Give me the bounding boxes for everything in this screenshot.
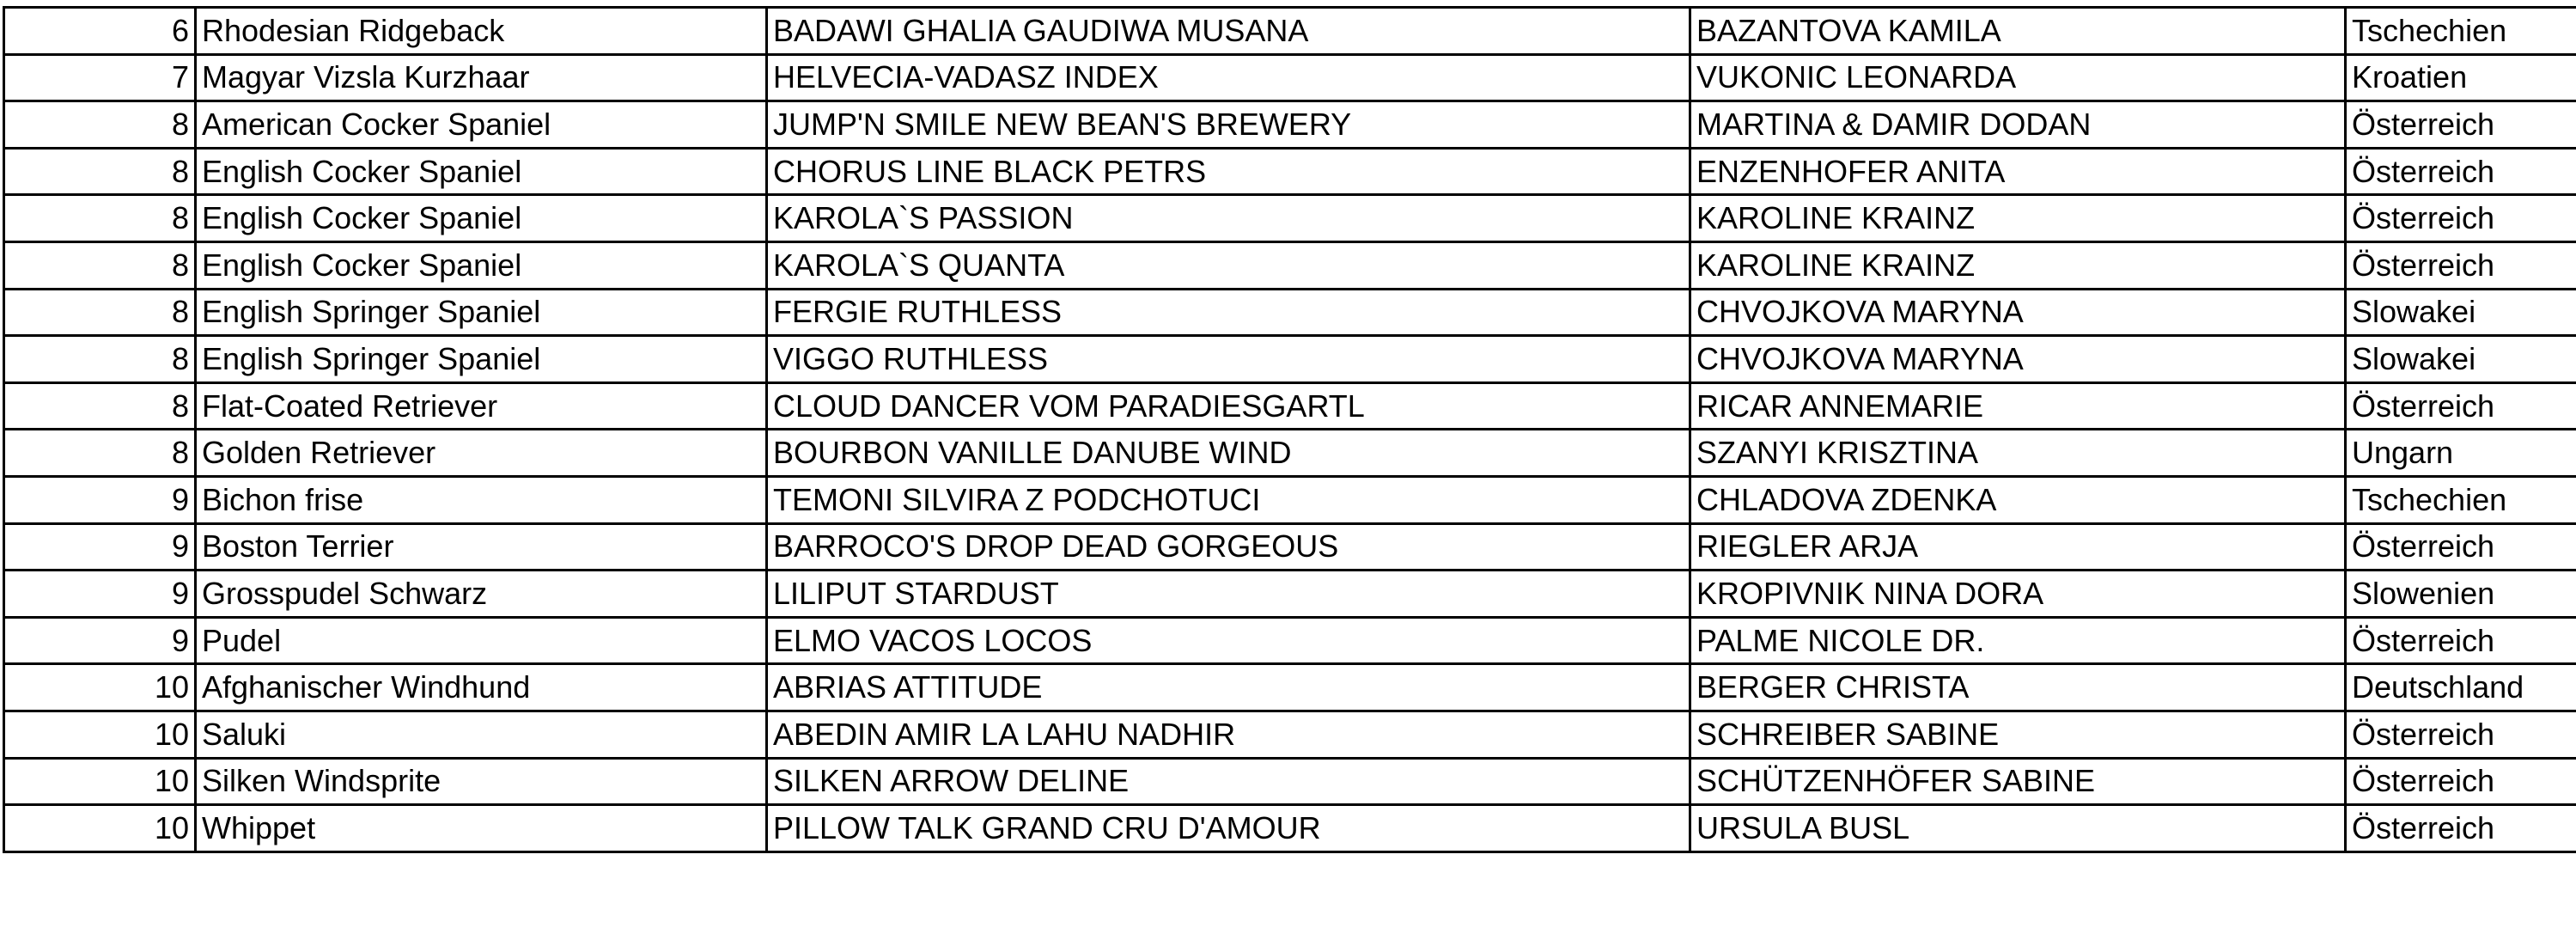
owner-cell[interactable]: BERGER CHRISTA <box>1690 664 2346 711</box>
owner-cell[interactable]: ENZENHOFER ANITA <box>1690 148 2346 195</box>
group-cell[interactable]: 7 <box>4 54 196 101</box>
breed-cell[interactable]: Silken Windsprite <box>196 758 767 805</box>
group-cell[interactable]: 10 <box>4 711 196 758</box>
table-row <box>4 617 2576 664</box>
group-cell[interactable]: 6 <box>4 8 196 55</box>
dog-name-cell[interactable]: BADAWI GHALIA GAUDIWA MUSANA <box>767 8 1690 55</box>
owner-cell[interactable]: CHVOJKOVA MARYNA <box>1690 289 2346 336</box>
table-row <box>4 430 2576 477</box>
dog-name-cell[interactable]: VIGGO RUTHLESS <box>767 336 1690 383</box>
breed-cell[interactable]: Boston Terrier <box>196 523 767 571</box>
group-cell[interactable]: 8 <box>4 382 196 430</box>
dog-name-cell[interactable]: KAROLA`S PASSION <box>767 195 1690 242</box>
group-cell[interactable]: 9 <box>4 571 196 618</box>
owner-cell[interactable]: SZANYI KRISZTINA <box>1690 430 2346 477</box>
group-cell[interactable]: 8 <box>4 148 196 195</box>
group-cell[interactable]: 10 <box>4 805 196 852</box>
breed-cell[interactable]: Rhodesian Ridgeback <box>196 8 767 55</box>
breed-cell[interactable]: Grosspudel Schwarz <box>196 571 767 618</box>
country-cell[interactable]: Österreich <box>2346 148 2576 195</box>
group-cell[interactable]: 8 <box>4 101 196 149</box>
table-row <box>4 664 2576 711</box>
country-cell[interactable]: Tschechien <box>2346 476 2576 523</box>
dog-name-cell[interactable]: ABEDIN AMIR LA LAHU NADHIR <box>767 711 1690 758</box>
breed-cell[interactable]: American Cocker Spaniel <box>196 101 767 149</box>
dog-name-cell[interactable]: JUMP'N SMILE NEW BEAN'S BREWERY <box>767 101 1690 149</box>
dog-name-cell[interactable]: LILIPUT STARDUST <box>767 571 1690 618</box>
breed-cell[interactable]: Pudel <box>196 617 767 664</box>
owner-cell[interactable]: PALME NICOLE DR. <box>1690 617 2346 664</box>
country-cell[interactable]: Österreich <box>2346 523 2576 571</box>
table-row <box>4 476 2576 523</box>
table-row <box>4 289 2576 336</box>
country-cell[interactable]: Deutschland <box>2346 664 2576 711</box>
table-row <box>4 382 2576 430</box>
country-cell[interactable]: Österreich <box>2346 758 2576 805</box>
country-cell[interactable]: Slowakei <box>2346 336 2576 383</box>
owner-cell[interactable]: CHVOJKOVA MARYNA <box>1690 336 2346 383</box>
owner-cell[interactable]: CHLADOVA ZDENKA <box>1690 476 2346 523</box>
country-cell[interactable]: Österreich <box>2346 382 2576 430</box>
results-table <box>3 6 2576 853</box>
group-cell[interactable]: 9 <box>4 617 196 664</box>
country-cell[interactable]: Slowenien <box>2346 571 2576 618</box>
dog-name-cell[interactable]: BOURBON VANILLE DANUBE WIND <box>767 430 1690 477</box>
dog-name-cell[interactable]: CHORUS LINE BLACK PETRS <box>767 148 1690 195</box>
breed-cell[interactable]: Bichon frise <box>196 476 767 523</box>
dog-name-cell[interactable]: CLOUD DANCER VOM PARADIESGARTL <box>767 382 1690 430</box>
group-cell[interactable]: 9 <box>4 476 196 523</box>
dog-name-cell[interactable]: HELVECIA-VADASZ INDEX <box>767 54 1690 101</box>
table-row <box>4 101 2576 149</box>
breed-cell[interactable]: English Cocker Spaniel <box>196 195 767 242</box>
country-cell[interactable]: Österreich <box>2346 241 2576 289</box>
group-cell[interactable]: 10 <box>4 664 196 711</box>
breed-cell[interactable]: Saluki <box>196 711 767 758</box>
dog-name-cell[interactable]: TEMONI SILVIRA Z PODCHOTUCI <box>767 476 1690 523</box>
owner-cell[interactable]: MARTINA & DAMIR DODAN <box>1690 101 2346 149</box>
country-cell[interactable]: Ungarn <box>2346 430 2576 477</box>
dog-name-cell[interactable]: KAROLA`S QUANTA <box>767 241 1690 289</box>
table-row <box>4 54 2576 101</box>
group-cell[interactable]: 8 <box>4 336 196 383</box>
owner-cell[interactable]: BAZANTOVA KAMILA <box>1690 8 2346 55</box>
group-cell[interactable]: 8 <box>4 430 196 477</box>
country-cell[interactable]: Österreich <box>2346 195 2576 242</box>
table-row <box>4 336 2576 383</box>
country-cell[interactable]: Österreich <box>2346 805 2576 852</box>
owner-cell[interactable]: RICAR ANNEMARIE <box>1690 382 2346 430</box>
country-cell[interactable]: Österreich <box>2346 711 2576 758</box>
dog-name-cell[interactable]: FERGIE RUTHLESS <box>767 289 1690 336</box>
dog-name-cell[interactable]: ELMO VACOS LOCOS <box>767 617 1690 664</box>
breed-cell[interactable]: Afghanischer Windhund <box>196 664 767 711</box>
country-cell[interactable]: Slowakei <box>2346 289 2576 336</box>
table-row <box>4 758 2576 805</box>
dog-name-cell[interactable]: BARROCO'S DROP DEAD GORGEOUS <box>767 523 1690 571</box>
owner-cell[interactable]: SCHÜTZENHÖFER SABINE <box>1690 758 2346 805</box>
group-cell[interactable]: 8 <box>4 241 196 289</box>
country-cell[interactable]: Kroatien <box>2346 54 2576 101</box>
table-row <box>4 195 2576 242</box>
country-cell[interactable]: Österreich <box>2346 101 2576 149</box>
owner-cell[interactable]: KAROLINE KRAINZ <box>1690 241 2346 289</box>
owner-cell[interactable]: RIEGLER ARJA <box>1690 523 2346 571</box>
country-cell[interactable]: Tschechien <box>2346 8 2576 55</box>
table-row <box>4 523 2576 571</box>
table-row <box>4 241 2576 289</box>
owner-cell[interactable]: VUKONIC LEONARDA <box>1690 54 2346 101</box>
breed-cell[interactable]: Flat-Coated Retriever <box>196 382 767 430</box>
breed-cell[interactable]: English Springer Spaniel <box>196 336 767 383</box>
owner-cell[interactable]: URSULA BUSL <box>1690 805 2346 852</box>
group-cell[interactable]: 8 <box>4 289 196 336</box>
table-row <box>4 805 2576 852</box>
table-row <box>4 711 2576 758</box>
breed-cell[interactable]: Whippet <box>196 805 767 852</box>
table-body <box>4 8 2576 852</box>
breed-cell[interactable]: English Springer Spaniel <box>196 289 767 336</box>
group-cell[interactable]: 9 <box>4 523 196 571</box>
table-row <box>4 148 2576 195</box>
owner-cell[interactable]: KAROLINE KRAINZ <box>1690 195 2346 242</box>
table-row <box>4 8 2576 55</box>
breed-cell[interactable]: English Cocker Spaniel <box>196 241 767 289</box>
dog-name-cell[interactable]: ABRIAS ATTITUDE <box>767 664 1690 711</box>
dog-name-cell[interactable]: SILKEN ARROW DELINE <box>767 758 1690 805</box>
group-cell[interactable]: 8 <box>4 195 196 242</box>
breed-cell[interactable]: Magyar Vizsla Kurzhaar <box>196 54 767 101</box>
owner-cell[interactable]: KROPIVNIK NINA DORA <box>1690 571 2346 618</box>
group-cell[interactable]: 10 <box>4 758 196 805</box>
breed-cell[interactable]: Golden Retriever <box>196 430 767 477</box>
country-cell[interactable]: Österreich <box>2346 617 2576 664</box>
owner-cell[interactable]: SCHREIBER SABINE <box>1690 711 2346 758</box>
dog-name-cell[interactable]: PILLOW TALK GRAND CRU D'AMOUR <box>767 805 1690 852</box>
breed-cell[interactable]: English Cocker Spaniel <box>196 148 767 195</box>
table-row <box>4 571 2576 618</box>
